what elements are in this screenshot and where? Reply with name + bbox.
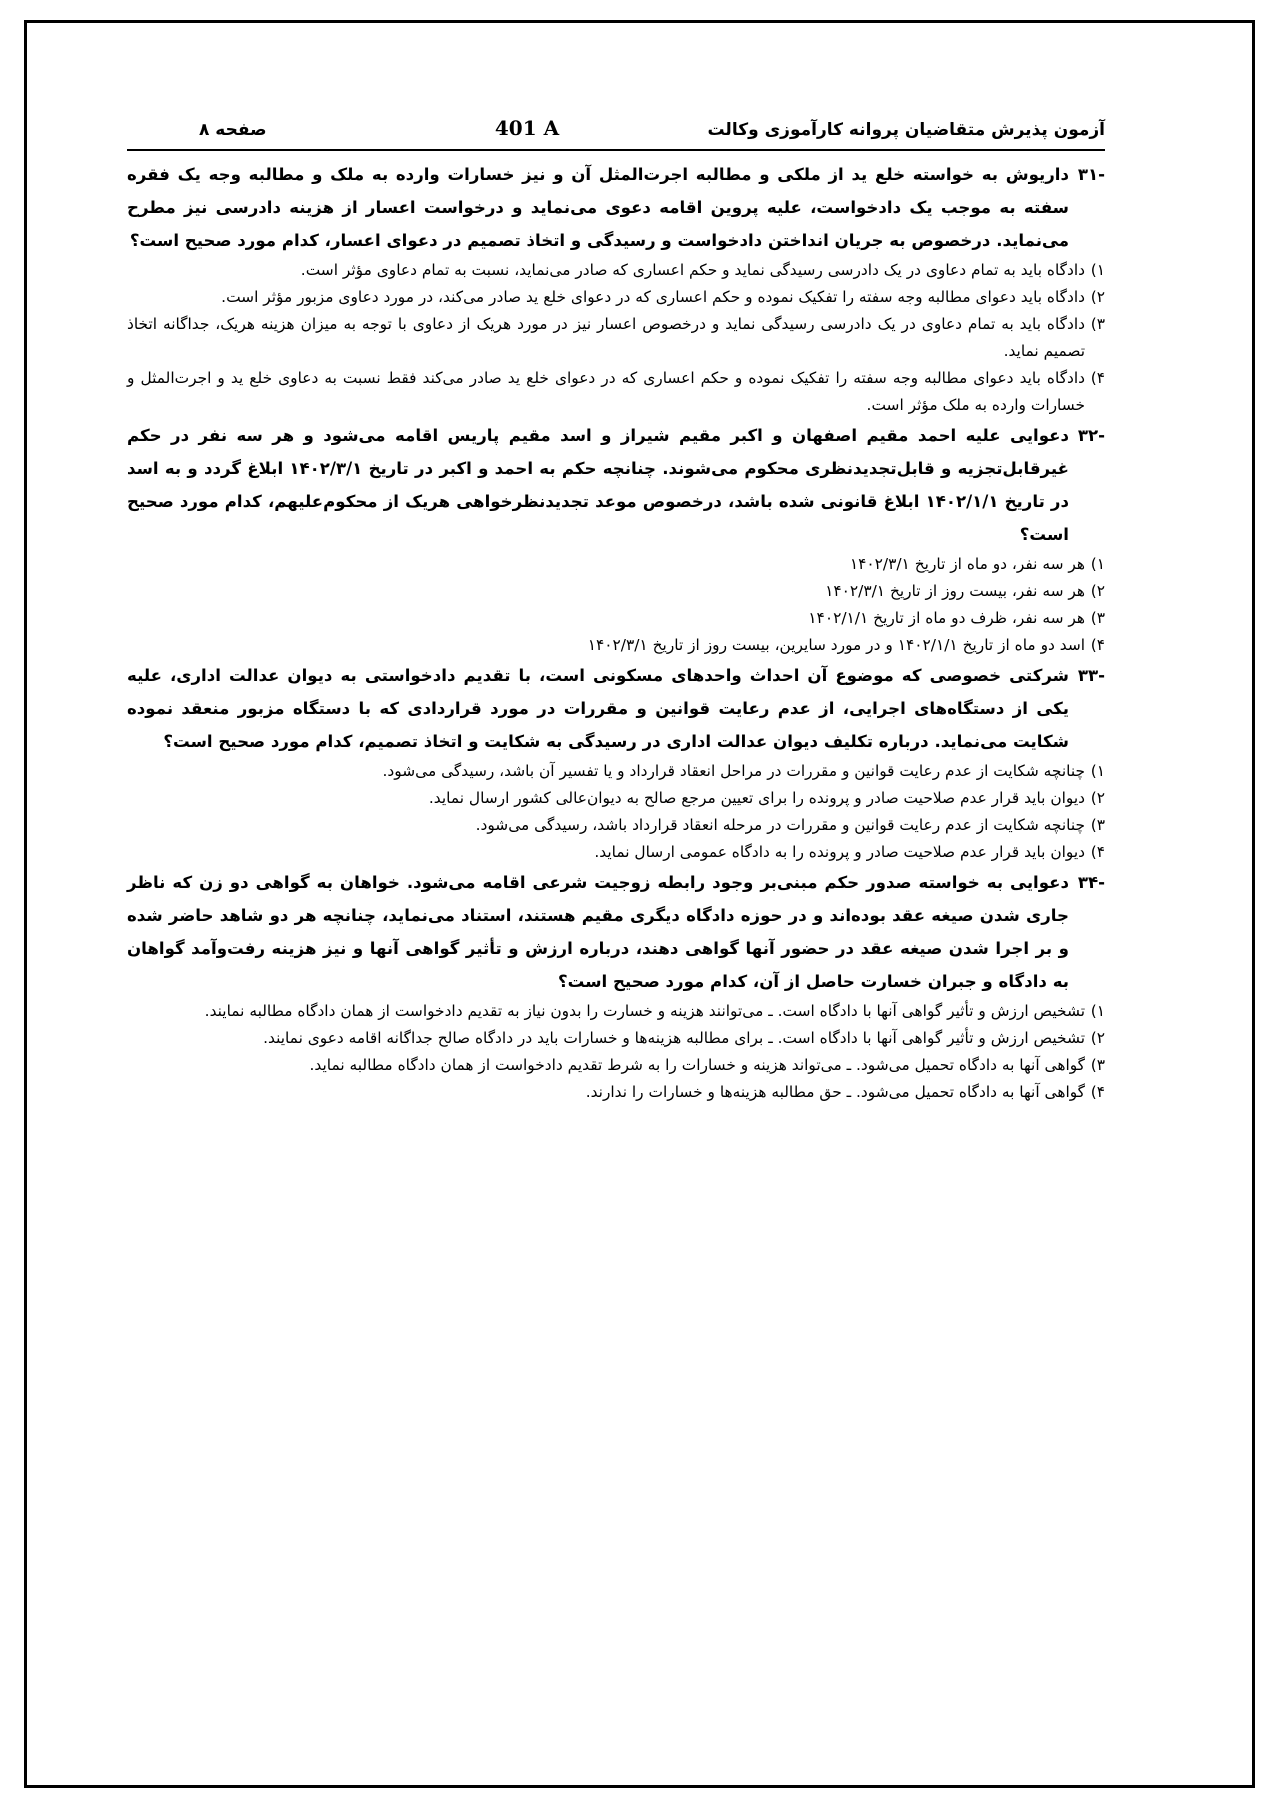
- option-number: ۲): [1090, 288, 1105, 306]
- question-number: -۳۳: [1077, 666, 1105, 685]
- answer-option: [127, 785, 1105, 812]
- option-number: ۲): [1090, 582, 1105, 600]
- option-text: دیوان باید قرار عدم صلاحیت صادر و پرونده را به دادگاه عمومی ارسال نماید.: [594, 843, 1085, 861]
- option-number: ۳): [1090, 1056, 1105, 1074]
- question-31: [127, 158, 1105, 419]
- option-number: ۳): [1090, 816, 1105, 834]
- answer-option: [127, 365, 1105, 419]
- option-number: ۴): [1090, 843, 1105, 861]
- option-text: دیوان باید قرار عدم صلاحیت صادر و پرونده را برای تعیین مرجع صالح به دیوان‌عالی کشور ارسال نماید.: [428, 789, 1085, 807]
- answer-option: [127, 758, 1105, 785]
- answer-option: [127, 257, 1105, 284]
- question-34: [127, 866, 1105, 1106]
- question-number: -۳۴: [1077, 873, 1105, 892]
- answer-option: [127, 551, 1105, 578]
- option-number: ۱): [1090, 261, 1105, 279]
- option-number: ۱): [1090, 555, 1105, 573]
- option-number: ۳): [1090, 315, 1105, 333]
- option-text: دادگاه باید به تمام دعاوی در یک دادرسی رسیدگی نماید و درخصوص اعسار نیز در مورد هریک از دعاوی با توجه به میزان هزینه هریک، جداگانه اتخاذ تصمیم نماید.: [127, 315, 1085, 360]
- question-number: -۳۱: [1077, 165, 1105, 184]
- exam-page: [127, 116, 1105, 1106]
- option-text: دادگاه باید به تمام دعاوی در یک دادرسی رسیدگی نماید و حکم اعساری که صادر می‌نماید، نسبت به تمام دعاوی مؤثر است.: [300, 261, 1085, 279]
- question-33: [127, 659, 1105, 866]
- option-text: هر سه نفر، ظرف دو ماه از تاریخ ۱۴۰۲/۱/۱: [808, 609, 1085, 627]
- option-text: هر سه نفر، بیست روز از تاریخ ۱۴۰۲/۳/۱: [825, 582, 1085, 600]
- option-text: چنانچه شکایت از عدم رعایت قوانین و مقررات در مرحله انعقاد قرارداد باشد، رسیدگی می‌شود.: [475, 816, 1085, 834]
- answer-option: [127, 1052, 1105, 1079]
- option-text: اسد دو ماه از تاریخ ۱۴۰۲/۱/۱ و در مورد سایرین، بیست روز از تاریخ ۱۴۰۲/۳/۱: [587, 636, 1085, 654]
- answer-option: [127, 578, 1105, 605]
- answer-option: [127, 284, 1105, 311]
- option-text: دادگاه باید دعوای مطالبه وجه سفته را تفکیک نموده و حکم اعساری که در دعوای خلع ید صادر می‌کند فقط نسبت به دعاوی خلع ید و اجرت‌المثل و خسارات وارده به ملک مؤثر است.: [127, 369, 1085, 414]
- option-number: ۲): [1090, 789, 1105, 807]
- answer-option: [127, 812, 1105, 839]
- option-number: ۴): [1090, 1083, 1105, 1101]
- option-number: ۴): [1090, 369, 1105, 387]
- answer-option: [127, 605, 1105, 632]
- option-number: ۱): [1090, 762, 1105, 780]
- answer-option: [127, 839, 1105, 866]
- question-text: دعوایی علیه احمد مقیم اصفهان و اکبر مقیم شیراز و اسد مقیم پاریس اقامه می‌شود و هر سه نفر در حکم غیرقابل‌تجزیه و قابل‌تجدیدنظری محکوم می‌شوند. چنانچه حکم به احمد و اکبر در تاریخ ۱۴۰۲/۳/۱ ابلاغ گردد و به اسد در تاریخ ۱۴۰۲/۱/۱ ابلاغ قانونی شده باشد، درخصوص موعد تجدیدنظرخواهی هریک از محکوم‌علیهم، کدام مورد صحیح است؟: [127, 426, 1070, 544]
- answer-option: [127, 311, 1105, 365]
- page-header: [127, 116, 1105, 151]
- option-text: گواهی آنها به دادگاه تحمیل می‌شود. ـ می‌تواند هزینه و خسارات را به شرط تقدیم دادخواست از همان دادگاه مطالبه نماید.: [309, 1056, 1085, 1074]
- option-number: ۲): [1090, 1029, 1105, 1047]
- answer-option: [127, 1025, 1105, 1052]
- exam-title: آزمون پذیرش متقاضیان پروانه کارآموزی وکالت: [707, 120, 1105, 140]
- option-text: تشخیص ارزش و تأثیر گواهی آنها با دادگاه است. ـ برای مطالبه هزینه‌ها و خسارات باید در دادگاه صالح جداگانه اقامه دعوی نمایند.: [263, 1029, 1085, 1047]
- question-text: دعوایی به خواسته صدور حکم مبنی‌بر وجود رابطه زوجیت شرعی اقامه می‌شود. خواهان به گواهی دو زن که ناظر جاری شدن صیغه عقد بوده‌اند و در حوزه دادگاه دیگری مقیم هستند، استناد می‌نماید، چنانچه هر دو شاهد حاضر شده و بر اجرا شدن صیغه عقد در حضور آنها گواهی دهند، درباره ارزش و تأثیر گواهی آنها و نیز هزینه رفت‌وآمد گواهان به دادگاه و جبران خسارت حاصل از آن، کدام مورد صحیح است؟: [127, 873, 1069, 991]
- option-number: ۳): [1090, 609, 1105, 627]
- exam-code: 401 A: [494, 116, 560, 140]
- question-number: -۳۲: [1077, 426, 1105, 445]
- option-number: ۴): [1090, 636, 1105, 654]
- question-text: شرکتی خصوصی که موضوع آن احداث واحدهای مسکونی است، با تقدیم دادخواستی به دیوان عدالت اداری، علیه یکی از دستگاه‌های اجرایی، از عدم رعایت قوانین و مقررات در مورد قراردادی که با دستگاه مزبور منعقد نموده شکایت می‌نماید. درباره تکلیف دیوان عدالت اداری در رسیدگی به شکایت و اتخاذ تصمیم، کدام مورد صحیح است؟: [127, 666, 1069, 751]
- answer-option: [127, 998, 1105, 1025]
- page-number: صفحه ۸: [199, 120, 267, 140]
- answer-option: [127, 1079, 1105, 1106]
- option-text: هر سه نفر، دو ماه از تاریخ ۱۴۰۲/۳/۱: [849, 555, 1085, 573]
- question-text: داریوش به خواسته خلع ید از ملکی و مطالبه اجرت‌المثل آن و نیز خسارات وارده به ملک و مطالبه وجه یک فقره سفته به موجب یک دادخواست، علیه پروین اقامه دعوی می‌نماید و درخواست اعسار از هزینه دادرسی نیز مطرح می‌نماید. درخصوص به جریان انداختن دادخواست و رسیدگی و اتخاذ تصمیم در دعوای اعسار، کدام مورد صحیح است؟: [127, 165, 1069, 250]
- option-number: ۱): [1090, 1002, 1105, 1020]
- question-32: [127, 419, 1105, 659]
- option-text: چنانچه شکایت از عدم رعایت قوانین و مقررات در مراحل انعقاد قرارداد و یا تفسیر آن باشد، رسیدگی می‌شود.: [382, 762, 1085, 780]
- option-text: تشخیص ارزش و تأثیر گواهی آنها با دادگاه است. ـ می‌توانند هزینه و خسارت را بدون نیاز به تقدیم دادخواست از همان دادگاه مطالبه نمایند.: [204, 1002, 1085, 1020]
- option-text: گواهی آنها به دادگاه تحمیل می‌شود. ـ حق مطالبه هزینه‌ها و خسارات را ندارند.: [585, 1083, 1085, 1101]
- answer-option: [127, 632, 1105, 659]
- option-text: دادگاه باید دعوای مطالبه وجه سفته را تفکیک نموده و حکم اعساری که در دعوای خلع ید صادر می‌کند، در مورد دعاوی مزبور مؤثر است.: [221, 288, 1085, 306]
